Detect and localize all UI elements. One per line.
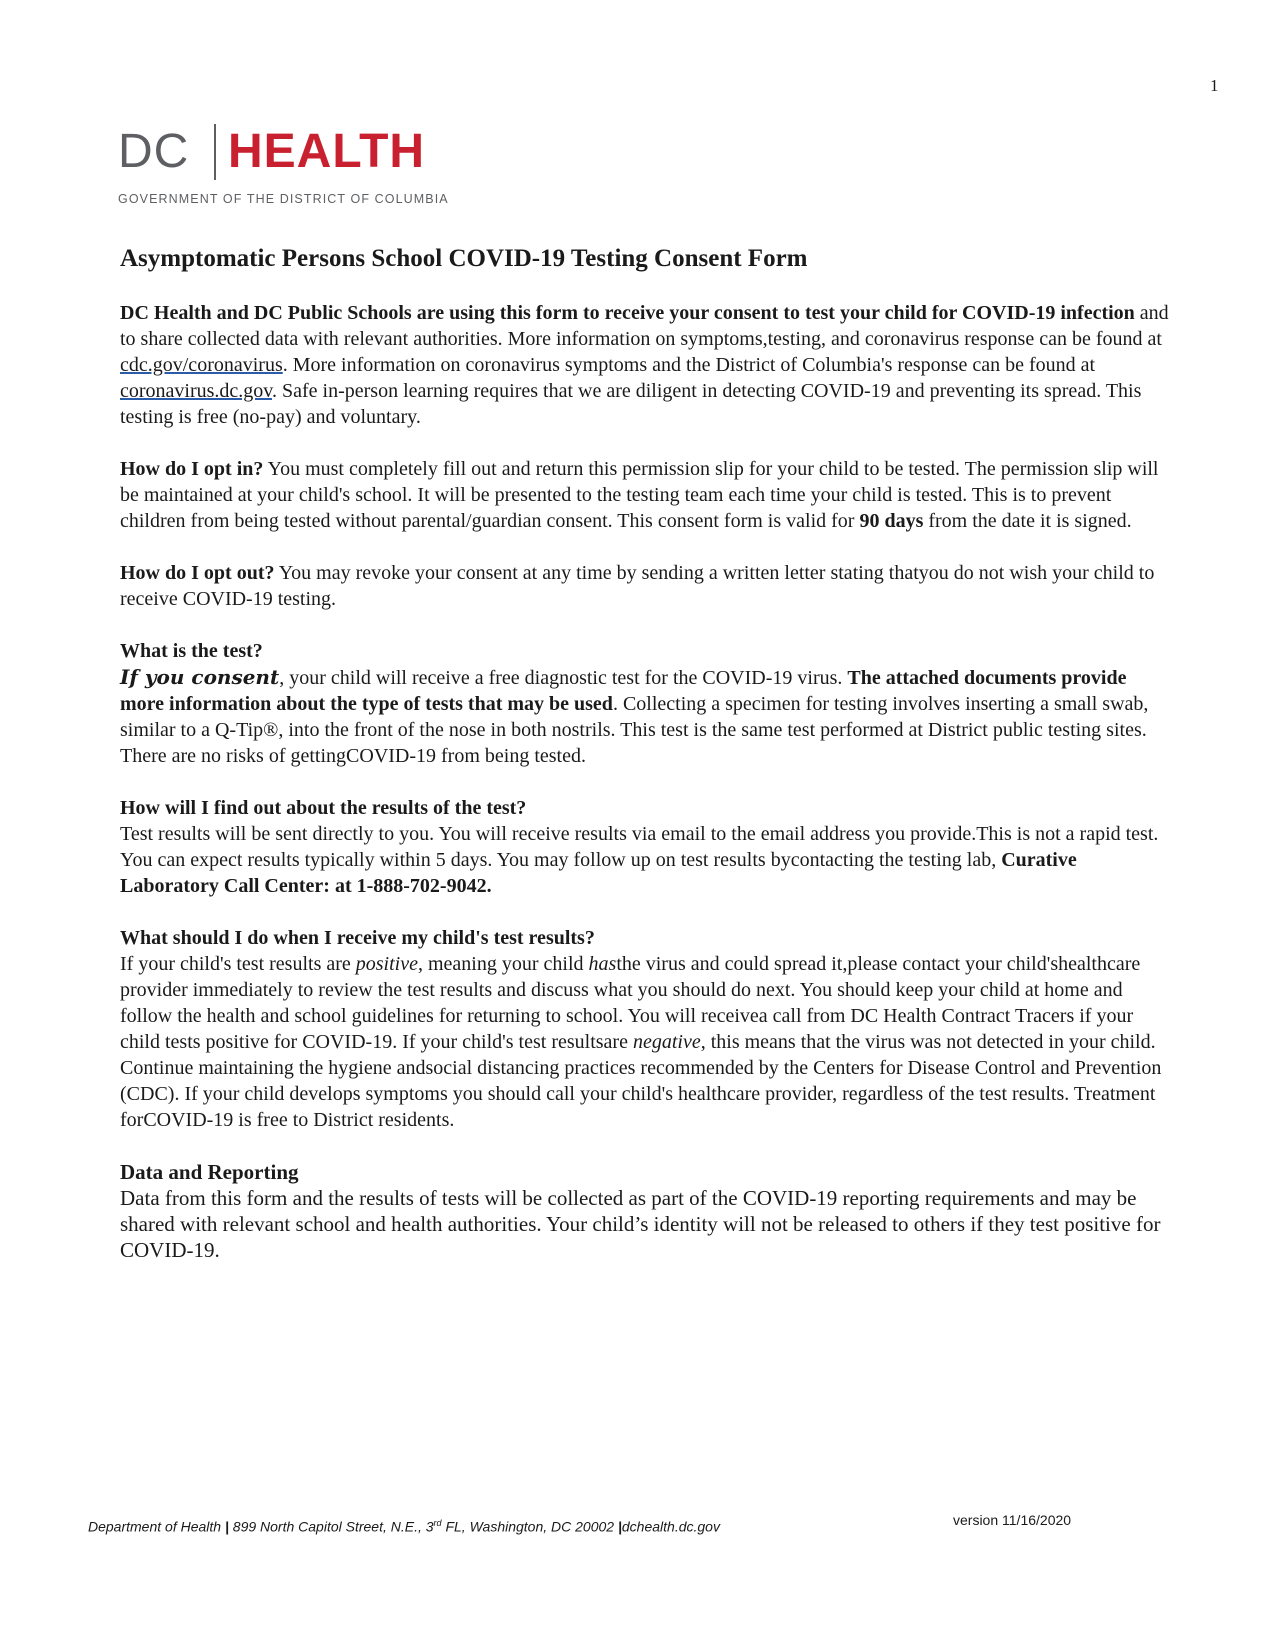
test-paragraph xyxy=(120,638,1170,769)
test-heading: What is the test? xyxy=(120,640,263,662)
test-script-text: If you consent xyxy=(120,665,280,689)
results-heading: How will I find out about the results of the test? xyxy=(120,797,527,819)
footer-address-a: 899 North Capitol Street, N.E., 3 xyxy=(232,1518,434,1535)
data-reporting-paragraph xyxy=(120,1159,1170,1263)
test-text-1: , your child will receive a free diagnostic test for the COVID-19 virus. xyxy=(279,667,848,689)
opt-out-text: You may revoke your consent at any time by sending a written letter stating thatyou do not wish your child to receive COVID-19 testing. xyxy=(120,562,1155,610)
receive-negative: negative xyxy=(632,1031,701,1053)
data-reporting-heading: Data and Reporting xyxy=(120,1160,299,1184)
intro-text-1: and to share collected data with relevant authorities. More information on symptoms,testing, and coronavirus response can be found at xyxy=(120,302,1169,350)
results-call-center: Curative Laboratory Call Center: at 1-888-702-9042. xyxy=(120,849,1077,897)
opt-out-heading: How do I opt out? xyxy=(120,562,275,584)
results-text: Test results will be sent directly to you. You will receive results via email to the email address you provide.This is not a rapid test. You can expect results typically within 5 days. You may follow up on test results bycontacting the testing lab, xyxy=(120,823,1159,871)
footer-site[interactable]: dchealth.dc.gov xyxy=(621,1518,720,1535)
receive-paragraph xyxy=(120,925,1170,1133)
intro-bold: DC Health and DC Public Schools are using this form to receive your consent to test your child for COVID-19 infection xyxy=(120,302,1135,324)
document-body xyxy=(120,243,1170,1289)
opt-out-paragraph xyxy=(120,560,1170,612)
opt-in-text-1: You must completely fill out and return this permission slip for your child to be tested. The permission slip will be maintained at your child's school. It will be presented to the testing team each time your child is tested. This is to prevent children from being tested without parental/guardian consent. This consent form is valid for xyxy=(120,458,1159,532)
receive-text-3: the virus and could spread it,please contact your child'shealthcare provider immediately to review the test results and discuss what you should do next. You should keep your child at home and follow the health and school guidelines for returning to school. You will receivea call from DC Health Contract Tracers if your child tests positive for COVID-19. If your child's test resultsare xyxy=(120,953,1141,1053)
test-bold: The attached documents provide more information about the type of tests that may be used xyxy=(120,667,1127,715)
page-number: 1 xyxy=(1210,76,1219,95)
logo-health-text: HEALTH xyxy=(228,125,426,178)
intro-paragraph xyxy=(120,300,1170,430)
footer-separator-2: | xyxy=(617,1518,622,1535)
footer-address xyxy=(88,1518,720,1535)
receive-has: has xyxy=(588,953,617,975)
test-text-2: . Collecting a specimen for testing involves inserting a small swab, similar to a Q-Tip®, into the front of the nose in both nostrils. This test is the same test performed at District public testing sites. There are no risks of gettingCOVID-19 from being tested. xyxy=(120,693,1149,767)
receive-text-4: , this means that the virus was not detected in your child. Continue maintaining the hygiene andsocial distancing practices recommended by the Centers for Disease Control and Prevention (CDC). If your child develops symptoms you should call your child's healthcare provider, regardless of the test results. Treatment forCOVID-19 is free to District residents. xyxy=(120,1031,1162,1131)
logo-divider xyxy=(214,124,216,180)
footer-dept: Department of Health xyxy=(88,1518,222,1535)
logo-subtitle: GOVERNMENT OF THE DISTRICT OF COLUMBIA xyxy=(118,192,449,206)
receive-text-2: , meaning your child xyxy=(417,953,589,975)
dc-health-logo xyxy=(118,124,478,204)
footer-version: version 11/16/2020 xyxy=(953,1512,1072,1528)
footer-separator-1: | xyxy=(221,1518,233,1535)
opt-in-paragraph xyxy=(120,456,1170,534)
opt-in-heading: How do I opt in? xyxy=(120,458,264,480)
opt-in-text-2: from the date it is signed. xyxy=(923,510,1132,532)
opt-in-days: 90 days xyxy=(859,510,924,532)
logo-dc-text: DC xyxy=(118,125,190,178)
results-paragraph xyxy=(120,795,1170,899)
intro-text-2: . More information on coronavirus symptoms and the District of Columbia's response can be found at xyxy=(282,354,1096,376)
receive-text-1: If your child's test results are xyxy=(120,953,356,975)
receive-heading: What should I do when I receive my child's test results? xyxy=(120,927,595,949)
coronavirus-dc-link[interactable]: coronavirus.dc.gov xyxy=(120,380,272,402)
footer-address-b: FL, Washington, DC 20002 xyxy=(441,1518,618,1535)
data-reporting-text: Data from this form and the results of tests will be collected as part of the COVID-19 reporting requirements and may be shared with relevant school and health authorities. Your child’s identity will not be released to others if they test positive for COVID-19. xyxy=(120,1186,1161,1262)
receive-positive: positive xyxy=(355,953,418,975)
footer-address-sup: rd xyxy=(433,1518,442,1528)
cdc-link[interactable]: cdc.gov/coronavirus xyxy=(120,354,283,376)
intro-text-3: . Safe in-person learning requires that we are diligent in detecting COVID-19 and preventing its spread. This testing is free (no-pay) and voluntary. xyxy=(120,380,1142,428)
page-title: Asymptomatic Persons School COVID-19 Testing Consent Form xyxy=(120,245,808,272)
